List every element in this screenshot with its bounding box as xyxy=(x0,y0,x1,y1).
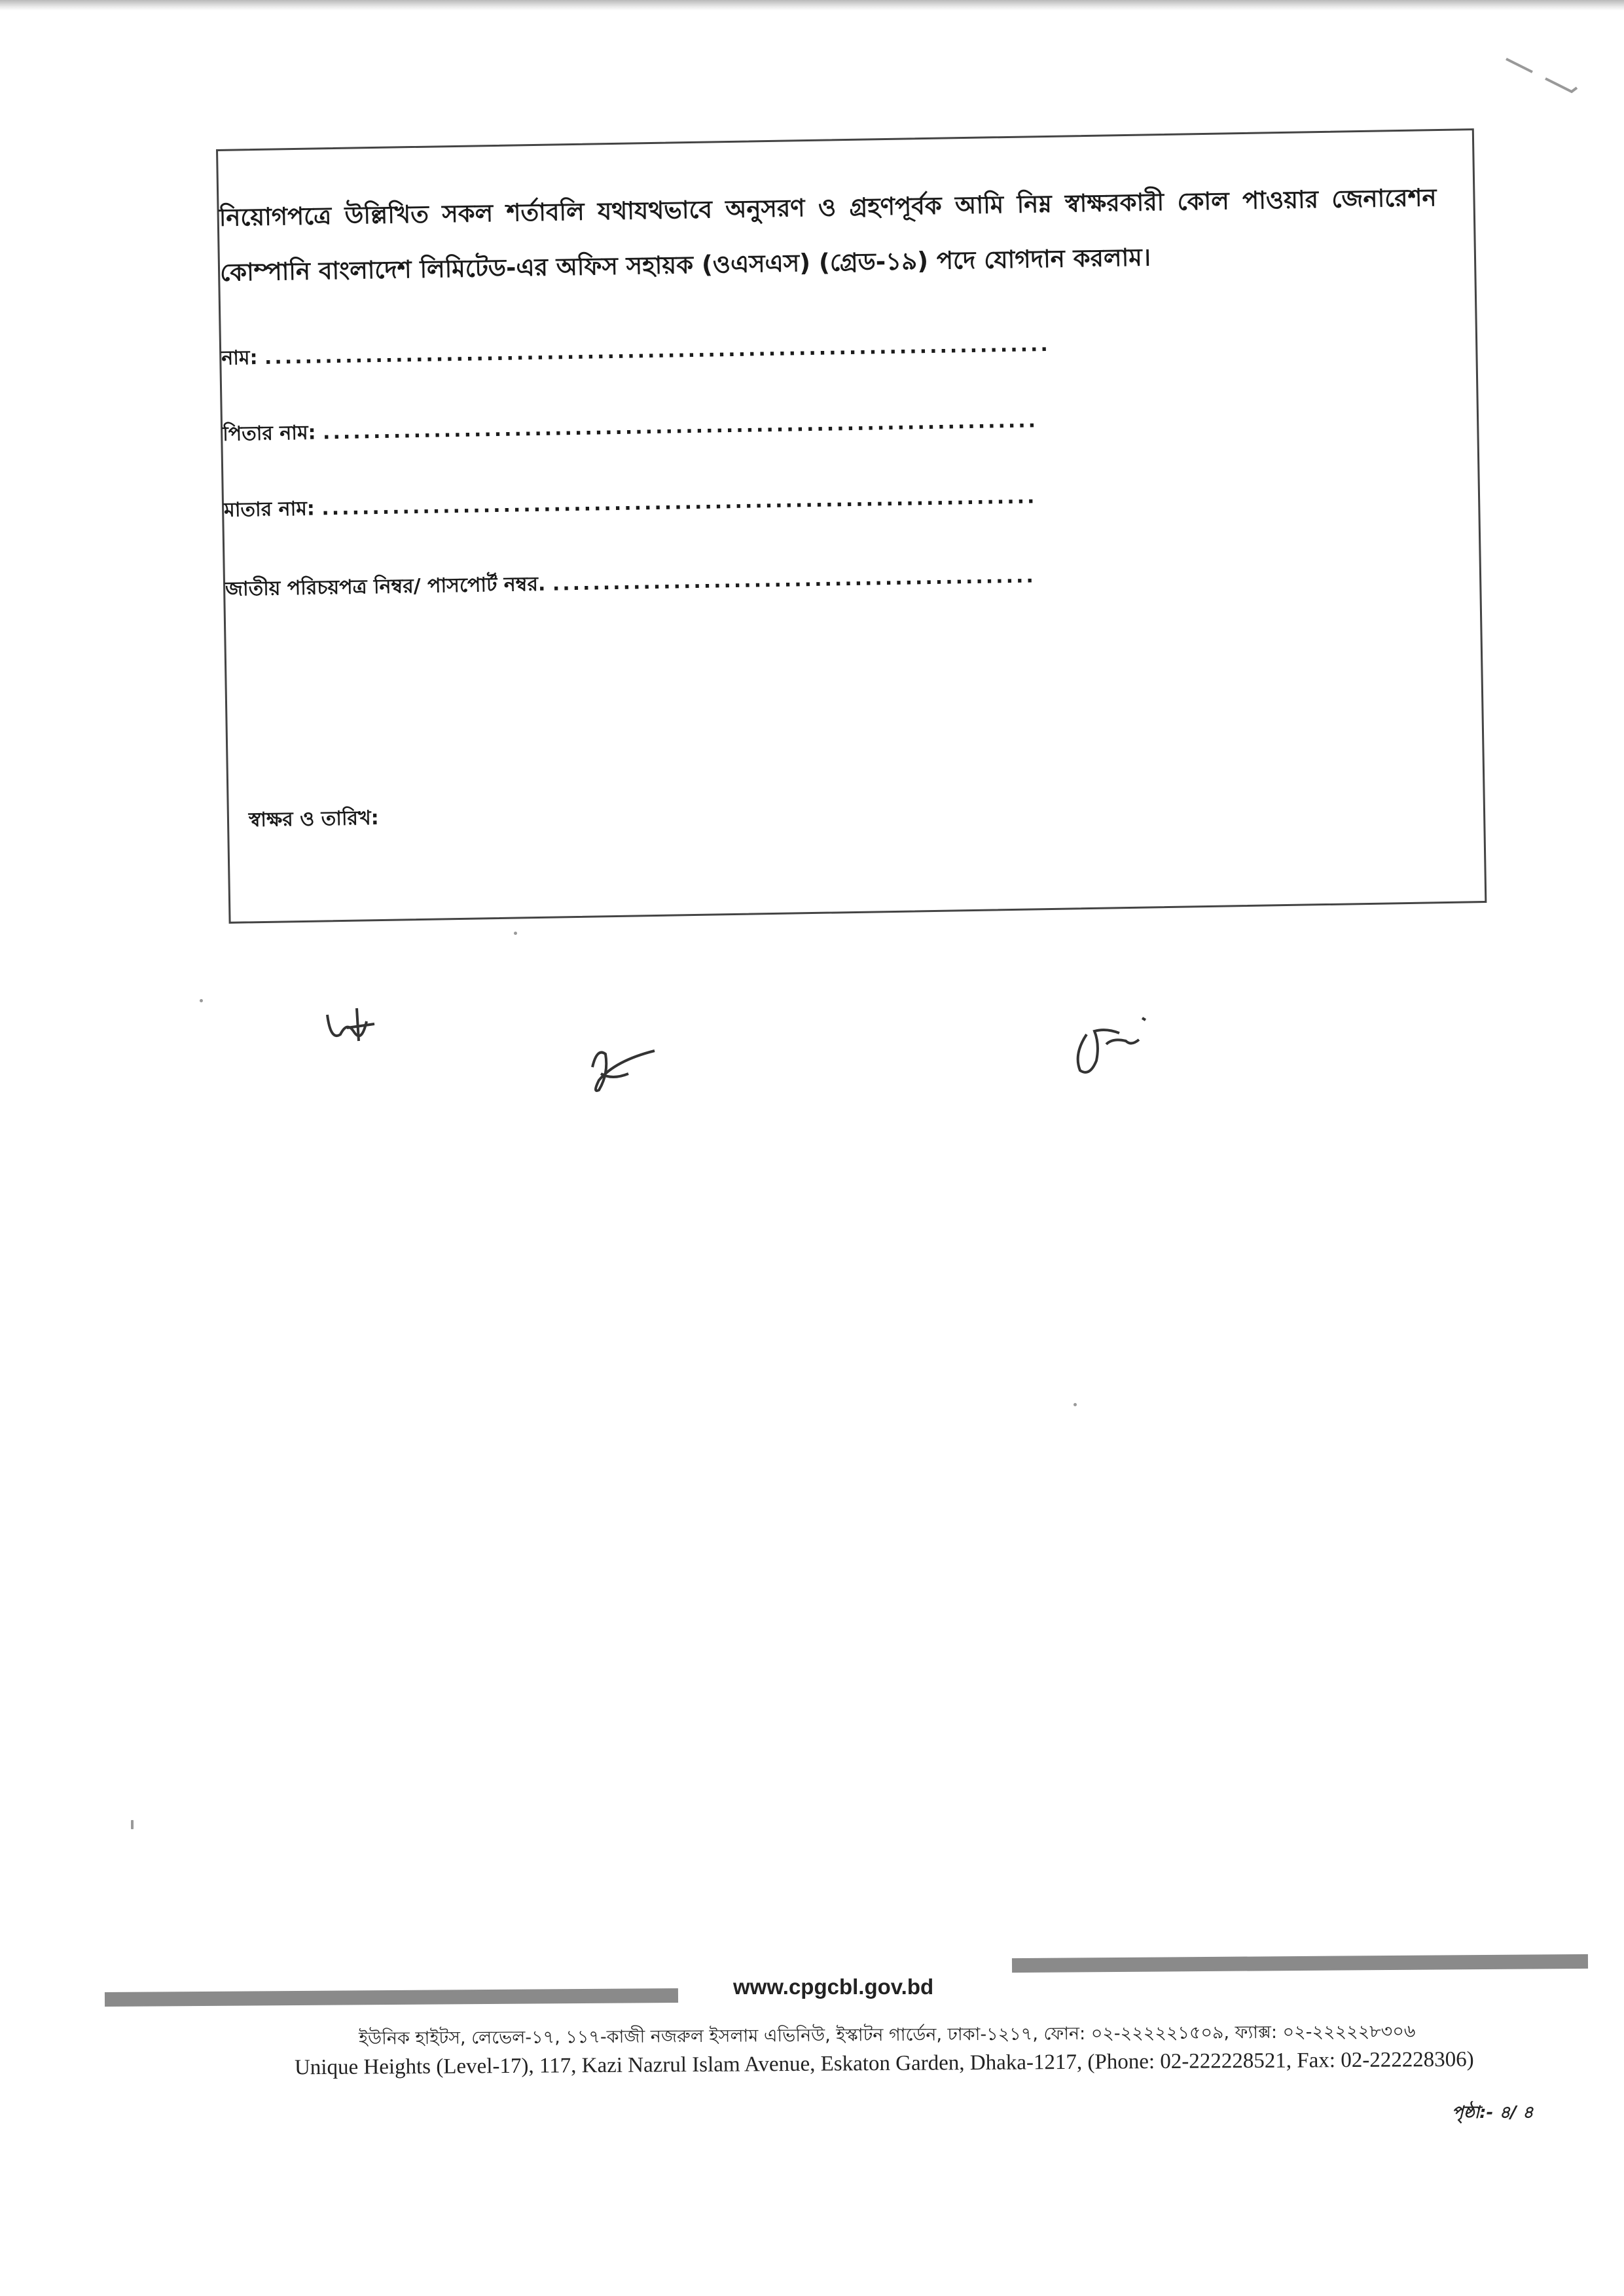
page-number: পৃষ্ঠা:- ৪/ ৪ xyxy=(1452,2103,1534,2123)
declaration-text: নিয়োগপত্রে উল্লিখিত সকল শর্তাবলি যথাযথভাবে অনুসরণ ও গ্রহণপূর্বক আমি নিম্ন স্বাক্ষরকারী কোল পাওয়ার জেনারেশন কোম্পানি বাংলাদেশ লিমিটেড-এর অফিস সহায়ক (ওএসএস) (গ্রেড-১৯) পদে যোগদান করলাম। xyxy=(219,183,1437,287)
mother-name-label: মাতার নাম: xyxy=(223,497,316,522)
father-name-label: পিতার নাম: xyxy=(222,421,316,446)
footer-website: www.cpgcbl.gov.bd xyxy=(733,1975,934,1999)
signature-date-field xyxy=(249,802,380,837)
scan-speck xyxy=(131,1820,134,1829)
scan-top-edge xyxy=(0,0,1624,10)
father-name-field xyxy=(223,405,1039,452)
scan-speck xyxy=(514,932,517,935)
footer-address-english: Unique Heights (Level-17), 117, Kazi Nazrul Islam Avenue, Eskaton Garden, Dhaka-1217, (Phone: 02-222228521, Fax: 02-222228306) xyxy=(294,2047,1474,2080)
mother-name-fill-line: ....................................................................... xyxy=(321,485,1038,520)
father-name-fill-line: ....................................................................... xyxy=(322,409,1039,445)
footer-left-rule xyxy=(105,1988,678,2007)
signature-2 xyxy=(592,1051,655,1091)
signature-1 xyxy=(327,1008,374,1041)
scan-speck xyxy=(200,999,203,1002)
name-label: নাম: xyxy=(221,346,258,370)
joining-declaration-form xyxy=(216,128,1487,924)
nid-passport-label: জাতীয় পরিচয়পত্র নিম্বর/ পাসপোর্ট নম্বর. xyxy=(225,572,546,601)
name-field xyxy=(221,329,1051,376)
mother-name-field xyxy=(224,481,1038,528)
nid-passport-field xyxy=(225,560,1036,607)
signature-3 xyxy=(1078,1018,1146,1072)
scan-speck xyxy=(1074,1403,1077,1406)
footer-address-bangla: ইউনিক হাইটস, লেভেল-১৭, ১১৭-কাজী নজরুল ইসলাম এভিনিউ, ইস্কাটন গার্ডেন, ঢাকা-১২১৭, ফোন: ০২-২২২২২১৫০৯, ফ্যাক্স: ০২-২২২২২৮৩০৬ xyxy=(358,2021,1416,2049)
signature-date-label: স্বাক্ষর ও তারিখ: xyxy=(248,807,379,832)
handwritten-signatures xyxy=(0,982,1624,1152)
nid-passport-fill-line: ................................................ xyxy=(552,564,1037,596)
footer-right-rule xyxy=(1012,1954,1588,1973)
scan-artifact-marks xyxy=(1493,39,1598,144)
name-fill-line: .............................................................................. xyxy=(264,333,1051,369)
